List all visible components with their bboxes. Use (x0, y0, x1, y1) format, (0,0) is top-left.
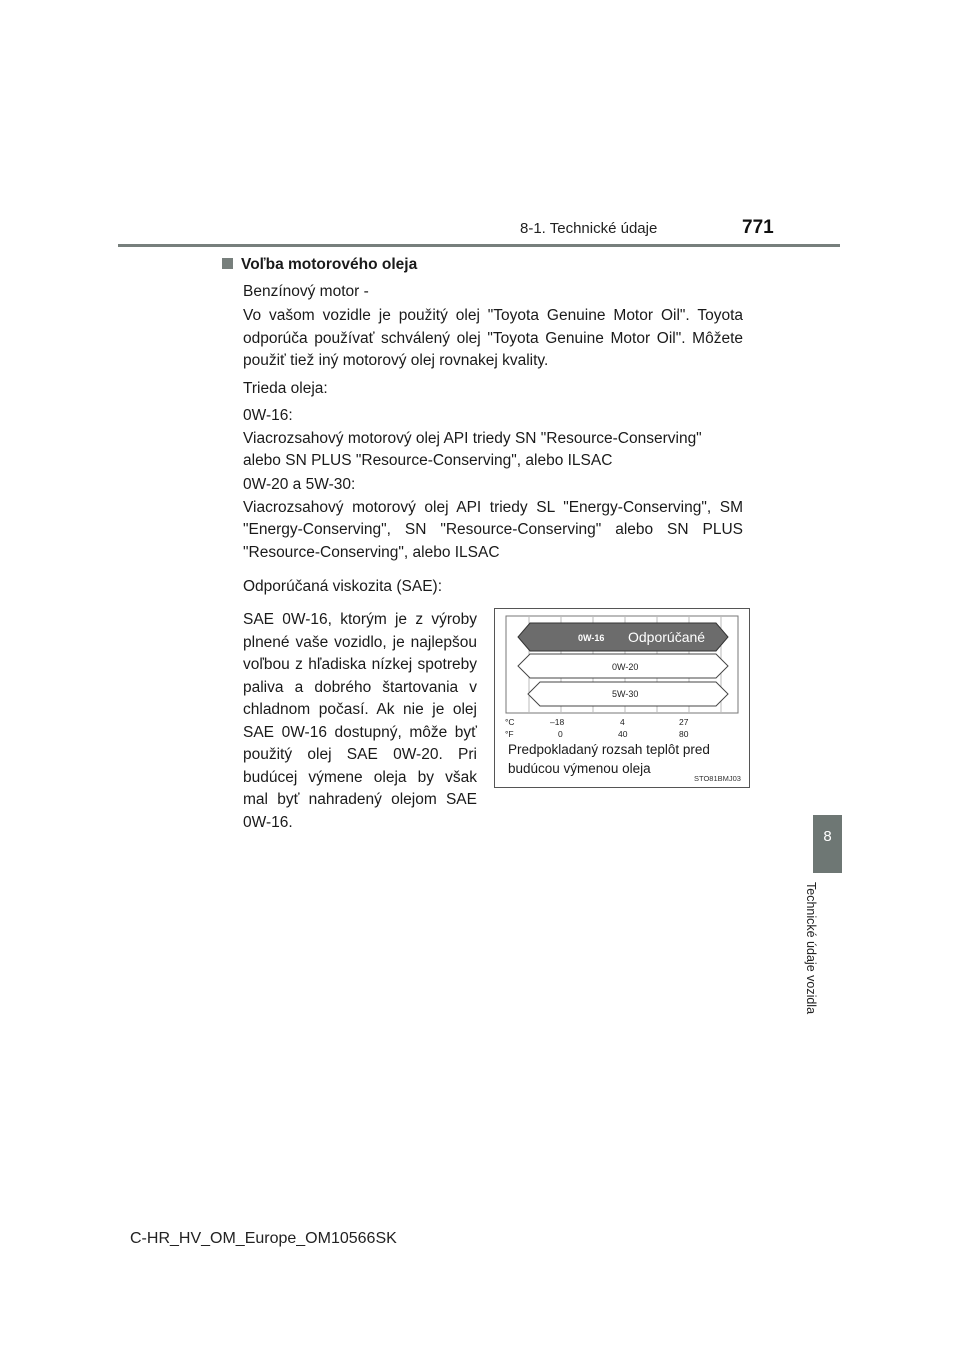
unit-celsius: °C (505, 717, 515, 727)
tick-celsius-3: 27 (679, 717, 689, 727)
viscosity-chart (494, 608, 750, 788)
section-title-text: Voľba motorového oleja (241, 256, 418, 273)
viscosity-heading: Odporúčaná viskozita (SAE): (243, 578, 443, 595)
grade-0w16-block (243, 405, 743, 473)
chapter-label: Technické údaje vozidla (804, 882, 818, 1015)
tick-celsius-2: 4 (620, 717, 625, 727)
footer-document-code: C-HR_HV_OM_Europe_OM10566SK (130, 1230, 397, 1247)
grade-0w16-title: 0W-16: (243, 407, 293, 424)
bar-0w16-grade: 0W-16 (578, 633, 605, 643)
diagram-code: STO81BMJ03 (694, 774, 741, 783)
bar-0w16-label: Odporúčané (628, 629, 706, 645)
viscosity-paragraph: SAE 0W-16, ktorým je z výroby plnené vaše vozidlo, je najlepšou voľbou z hľadiska nízkej spotreby paliva a dobrého štartovania v chladnom počasí. Ak nie je olej SAE 0W-16 dostupný, môže byť použitý olej SAE 0W-20. Pri budúcej výmene oleja by však mal byť nahradený olejom SAE 0W-16. (243, 611, 477, 831)
oil-viscosity-diagram (494, 608, 750, 788)
bar-0w20-grade: 0W-20 (612, 662, 639, 672)
header-section-title: 8-1. Technické údaje (520, 220, 658, 237)
bar-5w30-grade: 5W-30 (612, 689, 639, 699)
diagram-caption-line1: Predpokladaný rozsah teplôt pred (508, 742, 710, 757)
section-square-icon (222, 258, 233, 269)
unit-fahrenheit: °F (505, 729, 514, 739)
tick-fahrenheit-1: 0 (558, 729, 563, 739)
section-title (222, 256, 417, 274)
header-rule (118, 244, 840, 247)
chapter-number: 8 (823, 828, 832, 845)
paragraph-oil-intro: Vo vašom vozidle je použitý olej "Toyota Genuine Motor Oil". Toyota odporúča používať schválený olej "Toyota Genuine Motor Oil". Môžete použiť tiež iný motorový olej rovnakej kvality. (243, 307, 743, 369)
tick-fahrenheit-3: 80 (679, 729, 689, 739)
grade-0w20-text: Viacrozsahový motorový olej API triedy SL "Energy-Conserving", SM "Energy-Conserving", SN "Resource-Conserving" alebo SN PLUS "Resource-Conserving", alebo ILSAC (243, 498, 743, 561)
grade-0w20-title: 0W-20 a 5W-30: (243, 476, 356, 493)
diagram-caption-line2: budúcou výmenou oleja (508, 761, 651, 776)
tick-fahrenheit-2: 40 (618, 729, 628, 739)
page-number: 771 (742, 217, 774, 238)
paragraph-engine: Benzínový motor - (243, 283, 369, 300)
grade-0w20-block (243, 474, 743, 564)
paragraph-oil-grade-heading: Trieda oleja: (243, 380, 328, 397)
tick-celsius-1: –18 (550, 717, 565, 727)
grade-0w16-text: Viacrozsahový motorový olej API triedy SN "Resource-Conserving" alebo SN PLUS "Resource-Conserving", alebo ILSAC (243, 429, 702, 469)
